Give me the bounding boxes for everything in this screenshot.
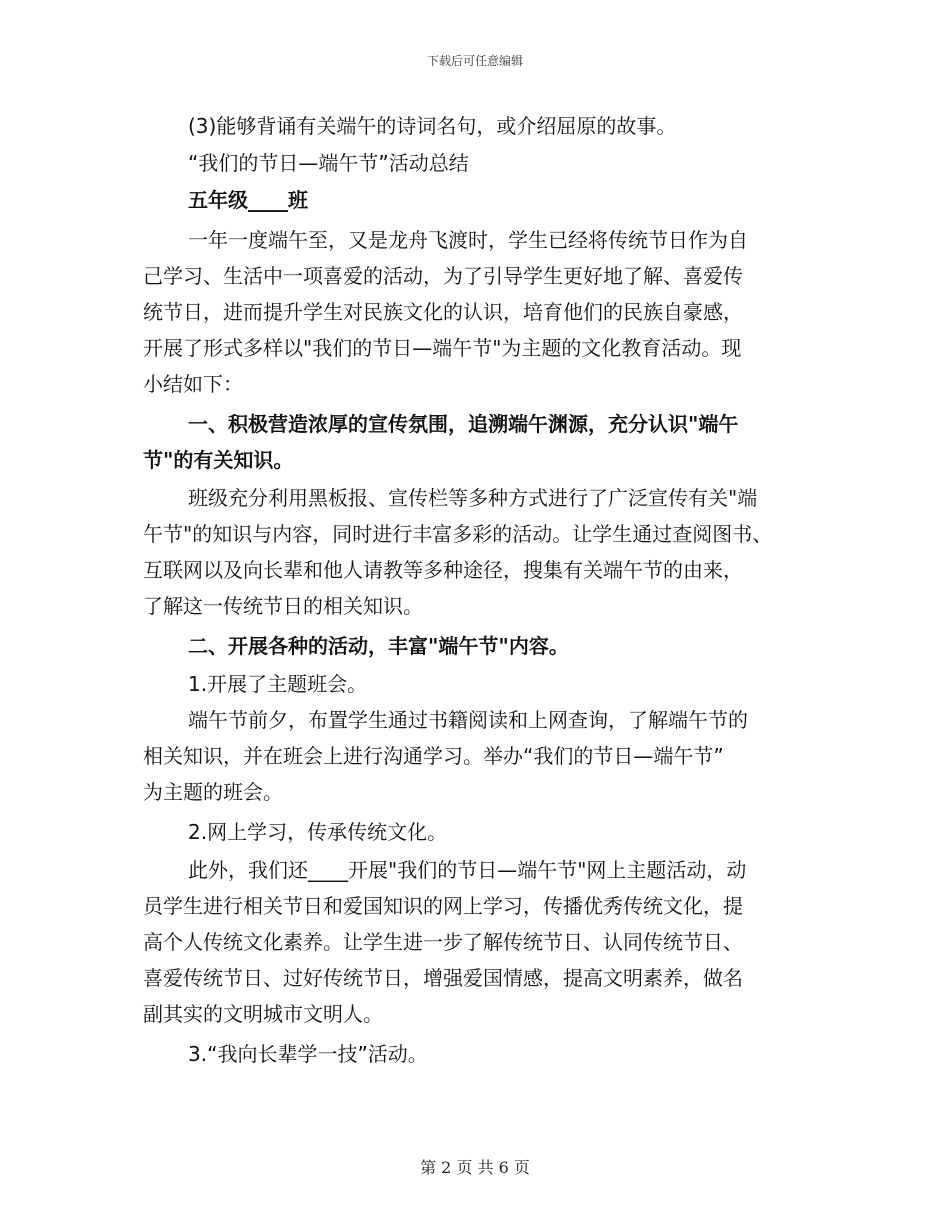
paragraph-line: 端午节前夕，布置学生通过书籍阅读和上网查询，了解端午节的 — [188, 708, 748, 732]
paragraph-line: 统节日，进而提升学生对民族文化的认识，培育他们的民族自豪感， — [143, 300, 743, 324]
section-heading-2: 二、开展各种的活动，丰富"端午节"内容。 — [188, 634, 569, 658]
paragraph-line: 班级充分利用黑板报、宣传栏等多种方式进行了广泛宣传有关"端 — [188, 486, 758, 510]
paragraph-line: 喜爱传统节日、过好传统节日，增强爱国情感，提高文明素养，做名 — [143, 966, 743, 990]
header-note: 下载后可任意编辑 — [426, 54, 523, 68]
section-heading-1-cont: 节"的有关知识。 — [143, 448, 294, 472]
paragraph-line: 开展了形式多样以"我们的节日—端午节"为主题的文化教育活动。现 — [143, 336, 742, 360]
paragraph-line: 己学习、生活中一项喜爱的活动，为了引导学生更好地了解、喜爱传 — [143, 264, 743, 288]
item-heading-3: 3.“我向长辈学一技”活动。 — [188, 1042, 428, 1066]
item-heading-2: 2.网上学习，传承传统文化。 — [188, 820, 448, 844]
paragraph-line: 一年一度端午至，又是龙舟飞渡时，学生已经将传统节日作为自 — [188, 228, 748, 252]
paragraph-line: 此外，我们还____开展"我们的节日—端午节"网上主题活动，动 — [188, 858, 747, 882]
paragraph-line: 互联网以及向长辈和他人请教等多种途径，搜集有关端午节的由来， — [143, 558, 743, 582]
page-number: 第 2 页 共 6 页 — [420, 1158, 530, 1177]
section-heading-1: 一、积极营造浓厚的宣传氛围，追溯端午渊源，充分认识"端午 — [188, 412, 739, 436]
item-heading-1: 1.开展了主题班会。 — [188, 672, 368, 696]
paragraph-line: 小结如下： — [143, 372, 243, 396]
summary-title: “我们的节日—端午节”活动总结 — [188, 151, 469, 175]
paragraph-line: 副其实的文明城市文明人。 — [143, 1002, 383, 1026]
paragraph-line: 高个人传统文化素养。让学生进一步了解传统节日、认同传统节日、 — [143, 930, 743, 954]
paragraph-line: 相关知识，并在班会上进行沟通学习。举办“我们的节日—端午节” — [143, 744, 724, 768]
paragraph-line: 为主题的班会。 — [143, 780, 283, 804]
class-label: 五年级____班 — [188, 188, 308, 212]
paragraph-line: 员学生进行相关节日和爱国知识的网上学习，传播优秀传统文化，提 — [143, 894, 743, 918]
paragraph-line: 了解这一传统节日的相关知识。 — [143, 594, 423, 618]
paragraph-line: 午节"的知识与内容，同时进行丰富多彩的活动。让学生通过查阅图书、 — [143, 522, 773, 546]
objective-3: (3)能够背诵有关端午的诗词名句，或介绍屈原的故事。 — [188, 114, 677, 138]
